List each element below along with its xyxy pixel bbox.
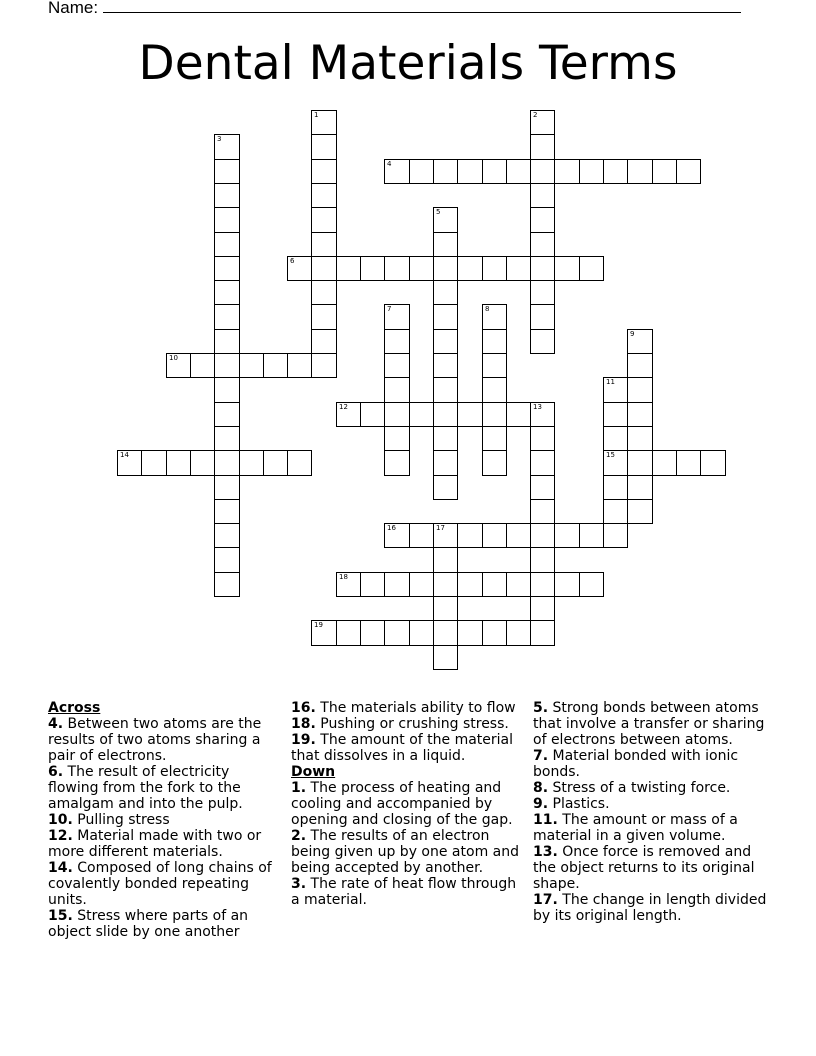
clue-item	[291, 700, 527, 716]
cell-number: 6	[290, 257, 295, 265]
grid-cell[interactable]	[457, 523, 483, 548]
grid-cell[interactable]	[360, 256, 385, 281]
grid-cell[interactable]	[433, 572, 458, 597]
grid-cell[interactable]	[141, 450, 167, 476]
grid-cell[interactable]	[214, 304, 240, 330]
grid-cell[interactable]	[384, 402, 410, 427]
grid-cell[interactable]	[603, 523, 628, 548]
grid-cell[interactable]	[433, 256, 458, 281]
grid-cell[interactable]	[214, 232, 240, 257]
grid-cell[interactable]	[530, 159, 555, 184]
grid-cell[interactable]	[700, 450, 726, 476]
clue-item	[48, 860, 284, 908]
cell-number: 10	[169, 354, 178, 362]
grid-cell[interactable]	[214, 377, 240, 403]
cell-number: 13	[533, 403, 542, 411]
cell-number: 2	[533, 111, 538, 119]
grid-cell[interactable]	[360, 402, 385, 427]
clue-text: Once force is removed and the object returns to its original shape.	[533, 844, 755, 892]
cell-number: 4	[387, 160, 392, 168]
grid-cell[interactable]	[579, 256, 604, 281]
clue-item	[48, 764, 284, 812]
clue-item	[533, 700, 769, 748]
grid-cell[interactable]	[214, 134, 240, 160]
grid-cell[interactable]	[603, 450, 628, 476]
grid-cell[interactable]	[336, 402, 361, 427]
clue-number: 2.	[291, 828, 307, 844]
grid-cell[interactable]	[530, 110, 555, 135]
clue-text: Strong bonds between atoms that involve a transfer or sharing of electrons between atoms.	[533, 700, 765, 748]
grid-cell[interactable]	[627, 426, 653, 451]
grid-cell[interactable]	[433, 620, 458, 646]
grid-cell[interactable]	[166, 353, 191, 378]
clue-number: 13.	[533, 844, 558, 860]
grid-cell[interactable]	[433, 426, 458, 451]
page-title: Dental Materials Terms	[138, 36, 678, 91]
grid-cell[interactable]	[530, 256, 555, 281]
clue-text: The result of electricity flowing from the fork to the amalgam and into the pulp.	[48, 764, 243, 812]
grid-cell[interactable]	[360, 572, 385, 597]
clue-item	[291, 716, 527, 732]
grid-cell[interactable]	[239, 353, 264, 378]
grid-cell[interactable]	[457, 572, 483, 597]
grid-cell[interactable]	[530, 280, 555, 305]
grid-cell[interactable]	[506, 402, 531, 427]
grid-cell[interactable]	[117, 450, 142, 476]
cell-number: 15	[606, 451, 615, 459]
clue-item	[291, 876, 527, 908]
grid-cell[interactable]	[530, 499, 555, 524]
grid-cell[interactable]	[263, 353, 288, 378]
clue-number: 6.	[48, 764, 64, 780]
grid-cell[interactable]	[384, 620, 410, 646]
grid-cell[interactable]	[506, 256, 531, 281]
grid-cell[interactable]	[409, 572, 434, 597]
grid-cell[interactable]	[409, 159, 434, 184]
cell-number: 1	[314, 111, 319, 119]
grid-cell[interactable]	[530, 523, 555, 548]
grid-cell[interactable]	[457, 402, 483, 427]
grid-cell[interactable]	[311, 256, 337, 281]
grid-cell[interactable]	[579, 572, 604, 597]
grid-cell[interactable]	[239, 450, 264, 476]
grid-cell[interactable]	[311, 207, 337, 233]
clue-number: 15.	[48, 908, 73, 924]
grid-cell[interactable]	[627, 499, 653, 524]
grid-cell[interactable]	[433, 232, 458, 257]
grid-cell[interactable]	[627, 402, 653, 427]
grid-cell[interactable]	[457, 256, 483, 281]
clues-column-1	[48, 700, 284, 940]
grid-cell[interactable]	[579, 523, 604, 548]
grid-cell[interactable]	[214, 329, 240, 354]
clue-text: Pushing or crushing stress.	[320, 716, 509, 732]
grid-cell[interactable]	[214, 207, 240, 233]
grid-cell[interactable]	[530, 207, 555, 233]
grid-cell[interactable]	[627, 159, 653, 184]
grid-cell[interactable]	[652, 450, 677, 476]
clue-number: 5.	[533, 700, 549, 716]
grid-cell[interactable]	[530, 475, 555, 500]
grid-cell[interactable]	[263, 450, 288, 476]
grid-cell[interactable]	[311, 280, 337, 305]
grid-cell[interactable]	[506, 572, 531, 597]
clue-text: Stress of a twisting force.	[552, 780, 731, 796]
grid-cell[interactable]	[554, 256, 580, 281]
grid-cell[interactable]	[482, 426, 507, 451]
grid-cell[interactable]	[214, 256, 240, 281]
clue-number: 18.	[291, 716, 316, 732]
cell-number: 9	[630, 330, 635, 338]
clues-column-2	[291, 700, 527, 908]
clue-text: Plastics.	[552, 796, 610, 812]
grid-cell[interactable]	[482, 572, 507, 597]
grid-cell[interactable]	[482, 523, 507, 548]
grid-cell[interactable]	[652, 159, 677, 184]
name-label: Name:	[48, 0, 99, 17]
grid-cell[interactable]	[554, 523, 580, 548]
grid-cell[interactable]	[409, 620, 434, 646]
grid-cell[interactable]	[384, 304, 410, 330]
grid-cell[interactable]	[214, 402, 240, 427]
grid-cell[interactable]	[311, 620, 337, 646]
grid-cell[interactable]	[554, 159, 580, 184]
grid-cell[interactable]	[214, 475, 240, 500]
grid-cell[interactable]	[384, 572, 410, 597]
grid-cell[interactable]	[311, 353, 337, 378]
grid-cell[interactable]	[627, 475, 653, 500]
clue-item	[48, 908, 284, 940]
grid-cell[interactable]	[433, 596, 458, 621]
grid-cell[interactable]	[433, 159, 458, 184]
grid-cell[interactable]	[409, 402, 434, 427]
clue-number: 9.	[533, 796, 549, 812]
grid-cell[interactable]	[214, 280, 240, 305]
cell-number: 12	[339, 403, 348, 411]
clue-text: The process of heating and cooling and accompanied by opening and closing of the gap.	[291, 780, 513, 828]
grid-cell[interactable]	[311, 304, 337, 330]
grid-cell[interactable]	[530, 232, 555, 257]
clue-text: The rate of heat flow through a material.	[291, 876, 517, 908]
grid-cell[interactable]	[482, 304, 507, 330]
clue-item	[533, 748, 769, 780]
grid-cell[interactable]	[530, 304, 555, 330]
clue-number: 7.	[533, 748, 549, 764]
clue-number: 14.	[48, 860, 73, 876]
grid-cell[interactable]	[214, 183, 240, 208]
grid-cell[interactable]	[214, 572, 240, 597]
grid-cell[interactable]	[384, 377, 410, 403]
grid-cell[interactable]	[384, 426, 410, 451]
clue-heading: Across	[48, 700, 101, 716]
grid-cell[interactable]	[627, 450, 653, 476]
grid-cell[interactable]	[433, 207, 458, 233]
grid-cell[interactable]	[311, 134, 337, 160]
grid-cell[interactable]	[579, 159, 604, 184]
grid-cell[interactable]	[530, 450, 555, 476]
clue-number: 1.	[291, 780, 307, 796]
clue-number: 19.	[291, 732, 316, 748]
grid-cell[interactable]	[530, 596, 555, 621]
grid-cell[interactable]	[627, 329, 653, 354]
grid-cell[interactable]	[482, 450, 507, 476]
grid-cell[interactable]	[676, 450, 701, 476]
grid-cell[interactable]	[603, 159, 628, 184]
cell-number: 18	[339, 573, 348, 581]
clue-number: 16.	[291, 700, 316, 716]
grid-cell[interactable]	[214, 426, 240, 451]
clue-text: Material made with two or more different materials.	[48, 828, 262, 860]
clue-text: Composed of long chains of covalently bonded repeating units.	[48, 860, 272, 908]
clue-text: The amount or mass of a material in a given volume.	[533, 812, 738, 844]
grid-cell[interactable]	[409, 256, 434, 281]
grid-cell[interactable]	[311, 110, 337, 135]
grid-cell[interactable]	[554, 572, 580, 597]
grid-cell[interactable]	[336, 256, 361, 281]
grid-cell[interactable]	[482, 353, 507, 378]
cell-number: 17	[436, 524, 445, 532]
clue-number: 4.	[48, 716, 64, 732]
grid-cell[interactable]	[214, 523, 240, 548]
grid-cell[interactable]	[433, 450, 458, 476]
cell-number: 16	[387, 524, 396, 532]
clue-number: 17.	[533, 892, 558, 908]
grid-cell[interactable]	[190, 450, 215, 476]
grid-cell[interactable]	[214, 353, 240, 378]
clues-column-3	[533, 700, 769, 924]
grid-cell[interactable]	[287, 353, 312, 378]
grid-cell[interactable]	[530, 547, 555, 573]
grid-cell[interactable]	[603, 402, 628, 427]
clue-item	[48, 812, 284, 828]
cell-number: 19	[314, 621, 323, 629]
grid-cell[interactable]	[433, 280, 458, 305]
clue-text: Material bonded with ionic bonds.	[533, 748, 739, 780]
clue-item	[291, 828, 527, 876]
grid-cell[interactable]	[506, 159, 531, 184]
grid-cell[interactable]	[214, 450, 240, 476]
grid-cell[interactable]	[433, 304, 458, 330]
clue-text: The materials ability to flow	[320, 700, 516, 716]
grid-cell[interactable]	[433, 645, 458, 670]
clue-item	[48, 828, 284, 860]
grid-cell[interactable]	[530, 620, 555, 646]
clue-item	[291, 732, 527, 764]
grid-cell[interactable]	[384, 159, 410, 184]
clue-item	[533, 796, 769, 812]
grid-cell[interactable]	[506, 523, 531, 548]
grid-cell[interactable]	[603, 426, 628, 451]
clue-text: Pulling stress	[77, 812, 170, 828]
cell-number: 14	[120, 451, 129, 459]
grid-cell[interactable]	[336, 572, 361, 597]
cell-number: 3	[217, 135, 222, 143]
grid-cell[interactable]	[603, 377, 628, 403]
grid-cell[interactable]	[482, 329, 507, 354]
grid-cell[interactable]	[384, 329, 410, 354]
clue-number: 11.	[533, 812, 558, 828]
cell-number: 7	[387, 305, 392, 313]
grid-cell[interactable]	[384, 353, 410, 378]
grid-cell[interactable]	[311, 232, 337, 257]
grid-cell[interactable]	[530, 183, 555, 208]
grid-cell[interactable]	[384, 450, 410, 476]
clue-item	[533, 892, 769, 924]
clue-text: The results of an electron being given up by one atom and being accepted by another.	[291, 828, 519, 876]
grid-cell[interactable]	[603, 499, 628, 524]
grid-cell[interactable]	[676, 159, 701, 184]
grid-cell[interactable]	[311, 329, 337, 354]
grid-cell[interactable]	[336, 620, 361, 646]
grid-cell[interactable]	[433, 402, 458, 427]
grid-cell[interactable]	[287, 256, 312, 281]
clue-item	[533, 812, 769, 844]
grid-cell[interactable]	[433, 329, 458, 354]
grid-cell[interactable]	[530, 329, 555, 354]
grid-cell[interactable]	[190, 353, 215, 378]
grid-cell[interactable]	[482, 402, 507, 427]
clue-item	[533, 844, 769, 892]
grid-cell[interactable]	[457, 620, 483, 646]
clue-number: 8.	[533, 780, 549, 796]
clue-number: 12.	[48, 828, 73, 844]
grid-cell[interactable]	[287, 450, 312, 476]
clue-text: Stress where parts of an object slide by one another	[48, 908, 249, 940]
grid-cell[interactable]	[530, 134, 555, 160]
grid-cell[interactable]	[530, 572, 555, 597]
cell-number: 11	[606, 378, 615, 386]
grid-cell[interactable]	[627, 353, 653, 378]
clue-item	[48, 716, 284, 764]
grid-cell[interactable]	[214, 159, 240, 184]
grid-cell[interactable]	[530, 426, 555, 451]
grid-cell[interactable]	[433, 353, 458, 378]
clue-text: The change in length divided by its original length.	[533, 892, 767, 924]
grid-cell[interactable]	[603, 475, 628, 500]
grid-cell[interactable]	[457, 159, 483, 184]
clue-text: The amount of the material that dissolves in a liquid.	[291, 732, 514, 764]
grid-cell[interactable]	[482, 256, 507, 281]
grid-cell[interactable]	[214, 547, 240, 573]
grid-cell[interactable]	[409, 523, 434, 548]
grid-cell[interactable]	[166, 450, 191, 476]
clue-number: 10.	[48, 812, 73, 828]
cell-number: 8	[485, 305, 490, 313]
clue-number: 3.	[291, 876, 307, 892]
grid-cell[interactable]	[482, 377, 507, 403]
clue-text: Between two atoms are the results of two atoms sharing a pair of electrons.	[48, 716, 262, 764]
grid-cell[interactable]	[311, 159, 337, 184]
grid-cell[interactable]	[433, 475, 458, 500]
grid-cell[interactable]	[384, 523, 410, 548]
grid-cell[interactable]	[433, 523, 458, 548]
clue-item	[533, 780, 769, 796]
grid-cell[interactable]	[384, 256, 410, 281]
grid-cell[interactable]	[311, 183, 337, 208]
grid-cell[interactable]	[482, 620, 507, 646]
clue-item	[291, 780, 527, 828]
grid-cell[interactable]	[214, 499, 240, 524]
grid-cell[interactable]	[482, 159, 507, 184]
grid-cell[interactable]	[530, 402, 555, 427]
clue-heading: Down	[291, 764, 336, 780]
grid-cell[interactable]	[433, 377, 458, 403]
grid-cell[interactable]	[360, 620, 385, 646]
cell-number: 5	[436, 208, 441, 216]
grid-cell[interactable]	[627, 377, 653, 403]
grid-cell[interactable]	[433, 547, 458, 573]
grid-cell[interactable]	[506, 620, 531, 646]
